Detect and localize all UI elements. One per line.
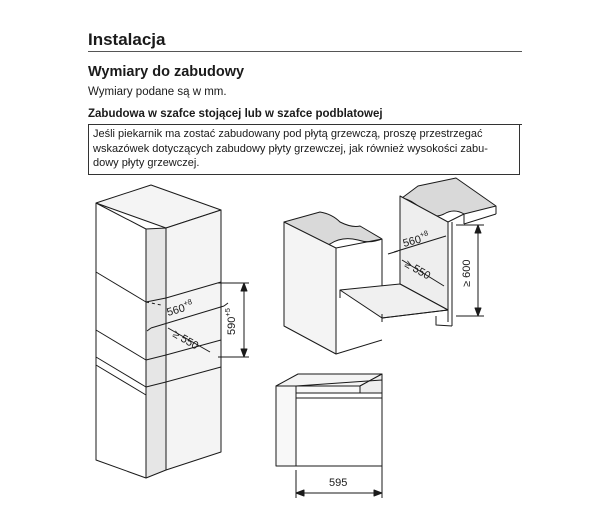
section-heading: Wymiary do zabudowy xyxy=(88,64,245,80)
page-title: Instalacja xyxy=(88,30,166,49)
base-height-label: ≥ 600 xyxy=(461,259,473,287)
tall-height-label: $590^{+5}$ xyxy=(223,308,238,335)
base-depth-label: ≥ 550 xyxy=(402,258,433,283)
notice-line: Jeśli piekarnik ma zostać zabudowany pod płytą grzewczą, proszę przestrzegać xyxy=(93,128,483,140)
notice-line: dowy płyty grzewczej. xyxy=(93,157,200,169)
oven-width-label: 595 xyxy=(329,477,348,489)
units-note: Wymiary podane są w mm. xyxy=(88,86,227,98)
subsection-heading: Zabudowa w szafce stojącej lub w szafce podblatowej xyxy=(88,108,383,120)
notice-line: wskazówek dotyczących zabudowy płyty grzewczej, jak również wysokości zabu- xyxy=(93,142,488,155)
tall-width-label: $560^{+8}$ xyxy=(165,297,194,319)
tall-depth-label: ≥ 550 xyxy=(170,328,201,353)
base-width-label: $560^{+8}$ xyxy=(401,228,430,250)
